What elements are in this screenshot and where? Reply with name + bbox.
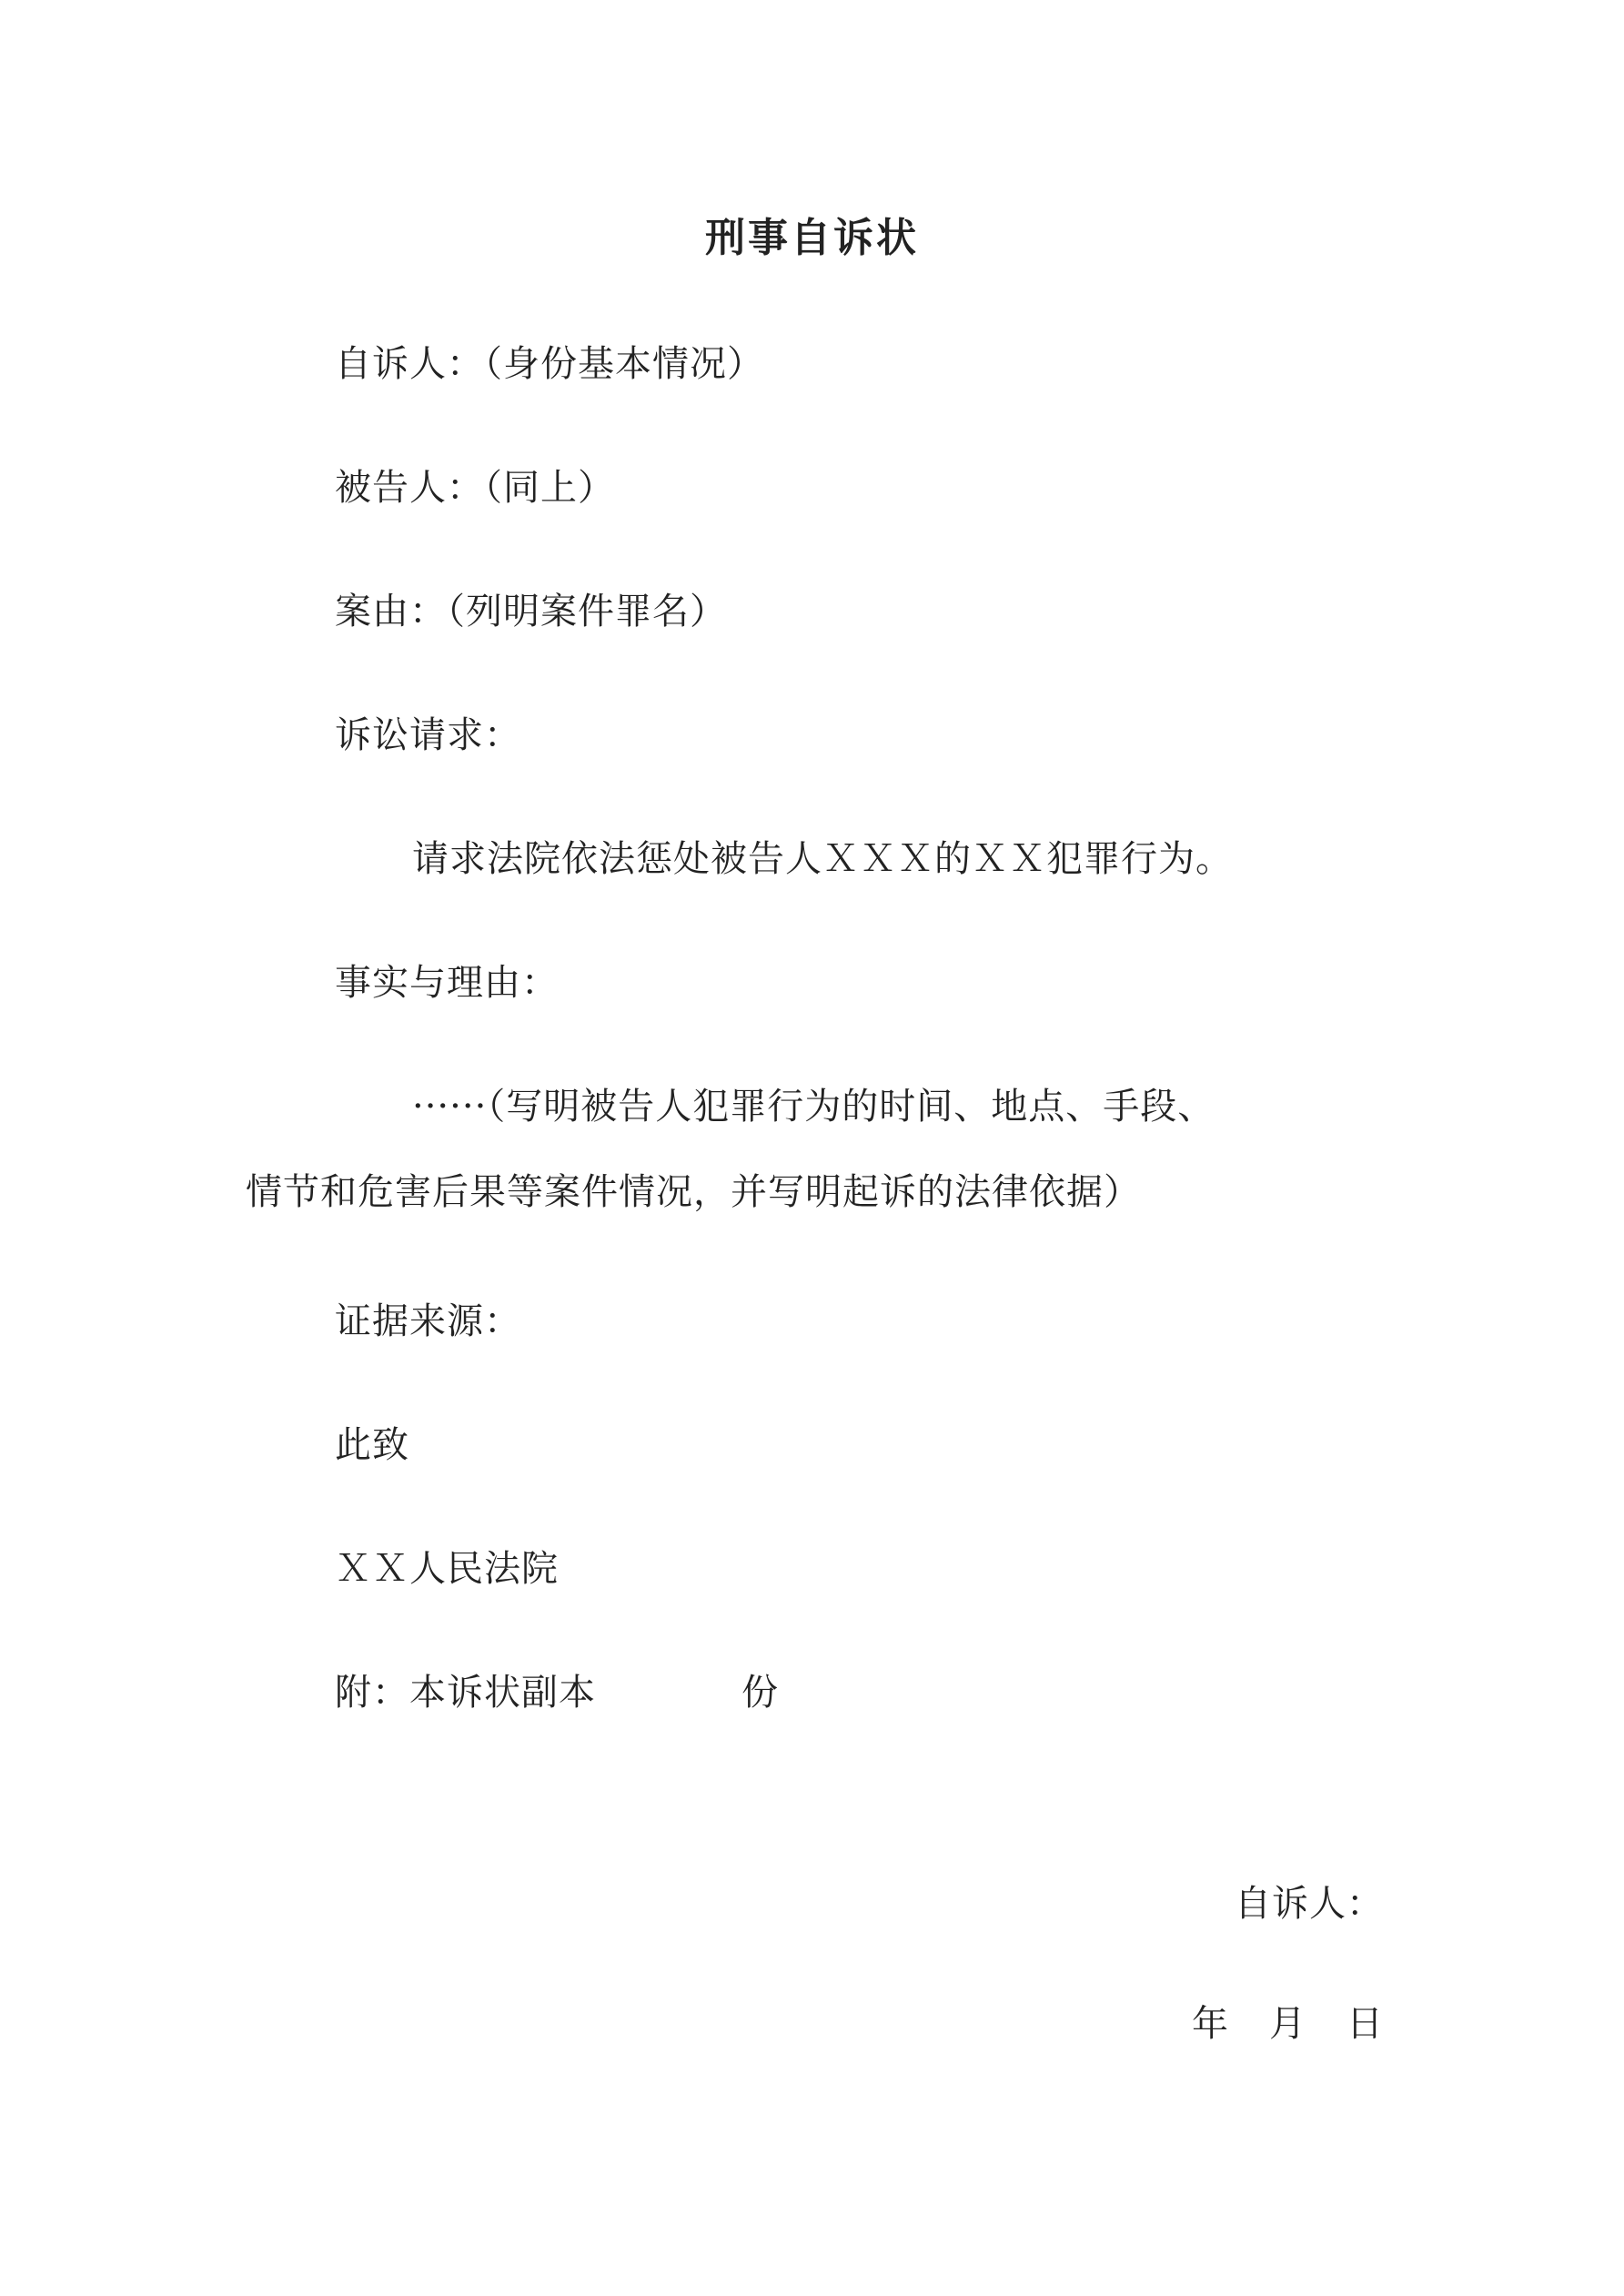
document-title: 刑事自诉状 — [705, 215, 919, 261]
signature-label: 自诉人： — [1235, 1883, 1384, 1925]
facts-body-line-2: 情节和危害后果等案件情况，并写明起诉的法律依据） — [246, 1171, 1141, 1213]
date-year: 年 — [1192, 2003, 1229, 2045]
claims-heading: 诉讼请求： — [335, 714, 521, 756]
date-line — [1192, 2002, 1384, 2046]
attachment-line — [335, 1671, 779, 1714]
evidence-heading: 证据来源： — [335, 1300, 521, 1342]
facts-heading: 事实与理由： — [335, 962, 559, 1004]
attachment-unit: 份 — [741, 1672, 779, 1714]
date-day: 日 — [1347, 2003, 1384, 2045]
defendant-line: 被告人：（同上） — [335, 467, 615, 509]
court-name: ＸＸ人民法院 — [335, 1548, 559, 1590]
date-month: 月 — [1269, 2003, 1306, 2045]
salutation: 此致 — [335, 1424, 409, 1466]
attachment-label: 附：本诉状副本 — [335, 1672, 596, 1714]
plaintiff-line: 自诉人：（身份基本情况） — [335, 343, 764, 385]
facts-body-line-1: ······（写明被告人犯罪行为的时间、地点、手段、 — [412, 1086, 1215, 1128]
claims-body: 请求法院依法惩处被告人ＸＸＸ的ＸＸ犯罪行为。 — [412, 838, 1233, 880]
cause-line: 案由：（列明案件罪名） — [335, 591, 727, 632]
